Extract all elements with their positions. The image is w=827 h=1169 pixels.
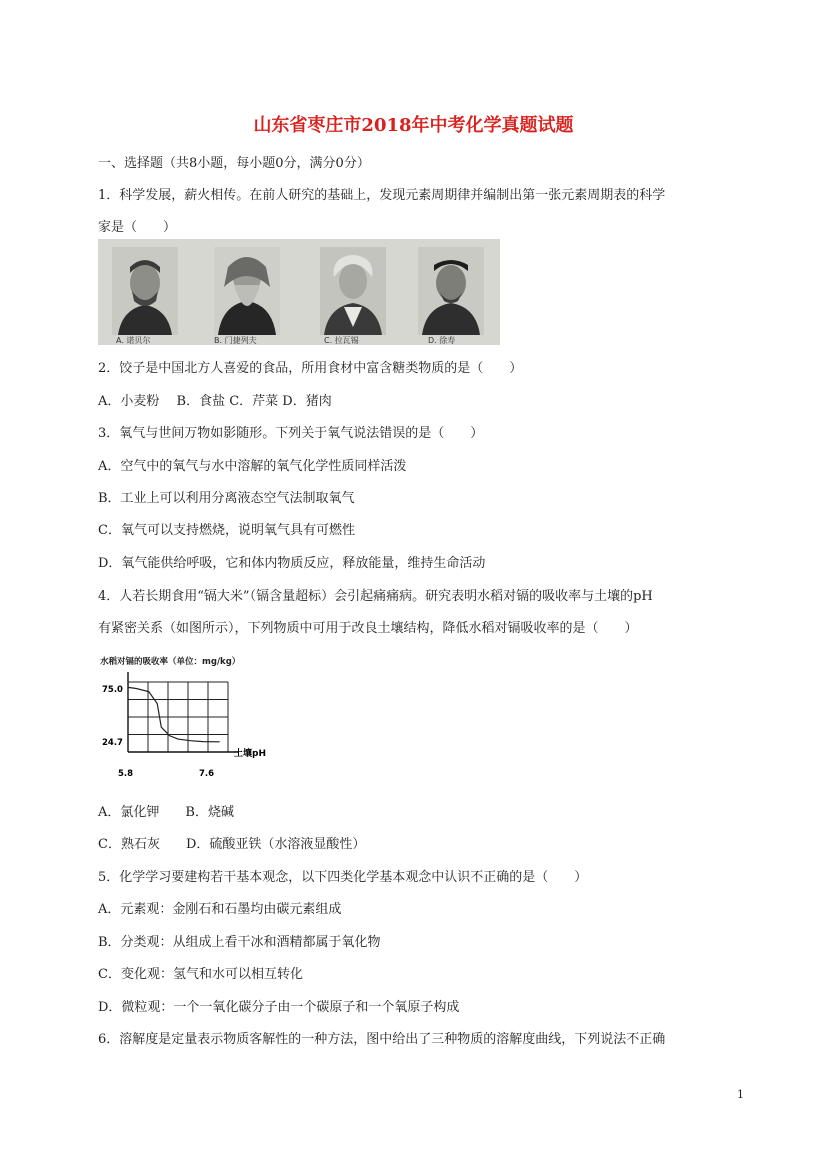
question-2-stem: 2．饺子是中国北方人喜爱的食品，所用食材中富含糖类物质的是（ ） — [98, 361, 523, 376]
question-2-options: A．小麦粉 B．食盐 C．芹菜 D．猪肉 — [98, 394, 332, 409]
portrait-b-caption: B. 门捷列夫 — [214, 336, 257, 345]
chart-xtick-label: 5.8 — [118, 769, 134, 779]
portrait-b-image — [214, 247, 280, 335]
question-5-stem: 5．化学学习要建构若干基本观念，以下四类化学基本观念中认识不正确的是（ ） — [98, 870, 588, 885]
question-3-option-a: A．空气中的氧气与水中溶解的氧气化学性质同样活泼 — [98, 459, 407, 474]
portrait-c-caption: C. 拉瓦锡 — [324, 336, 359, 345]
page-number: 1 — [737, 1088, 744, 1101]
question-3-option-b: B．工业上可以利用分离液态空气法制取氧气 — [98, 491, 355, 506]
question-5-option-c: C．变化观：氢气和水可以相互转化 — [98, 967, 303, 982]
question-6-stem: 6．溶解度是定量表示物质客解性的一种方法，图中给出了三种物质的溶解度曲线，下列说法不正确 — [98, 1032, 666, 1047]
section-heading: 一、选择题（共8小题，每小题0分，满分0分） — [98, 156, 370, 171]
question-4-stem-cont: 有紧密关系（如图所示），下列物质中可用于改良土壤结构，降低水稻对镉吸收率的是（ ） — [98, 621, 638, 636]
question-3-option-d: D．氧气能供给呼吸，它和体内物质反应，释放能量，维持生命活动 — [98, 556, 486, 571]
chart-series-line — [128, 687, 220, 741]
question-5-option-b: B．分类观：从组成上看干冰和酒精都属于氧化物 — [98, 935, 381, 950]
chart-xtick-label: 7.6 — [199, 769, 215, 779]
chart-ytick-label: 75.0 — [102, 685, 123, 695]
chart-ytick-label: 24.7 — [102, 738, 123, 748]
question-3-stem: 3．氧气与世间万物如影随形。下列关于氧气说法错误的是（ ） — [98, 426, 484, 441]
question-1-stem: 1．科学发展，薪火相传。在前人研究的基础上，发现元素周期律并编制出第一张元素周期表的科学 — [98, 188, 666, 203]
scientist-portraits-image — [98, 239, 500, 345]
portrait-a-image — [112, 247, 178, 335]
portrait-c-image — [320, 247, 386, 335]
question-5-option-a: A．元素观：金刚石和石墨均由碳元素组成 — [98, 902, 342, 917]
chart-xlabel: 土壤pH — [234, 749, 266, 759]
question-1-stem-cont: 家是（ ） — [98, 220, 177, 235]
question-4-options-cd: C．熟石灰 D．硫酸亚铁（水溶液显酸性） — [98, 837, 366, 852]
portrait-d-image — [418, 247, 484, 335]
portrait-d-caption: D. 徐寿 — [428, 336, 456, 345]
chart-title: 水稻对镉的吸收率（单位：mg/kg） — [100, 657, 241, 667]
question-3-option-c: C．氧气可以支持燃烧，说明氧气具有可燃性 — [98, 523, 355, 538]
question-4-stem: 4．人若长期食用“镉大米”（镉含量超标）会引起痛痛病。研究表明水稻对镉的吸收率与土壤的pH — [98, 589, 653, 604]
page-title: 山东省枣庄市2018年中考化学真题试题 — [253, 115, 574, 136]
portrait-a-caption: A. 诺贝尔 — [116, 336, 151, 345]
question-4-options-ab: A．氯化钾 B．烧碱 — [98, 805, 234, 820]
cadmium-absorption-chart — [98, 652, 298, 782]
question-5-option-d: D．微粒观：一个一氧化碳分子由一个碳原子和一个氧原子构成 — [98, 1000, 460, 1015]
